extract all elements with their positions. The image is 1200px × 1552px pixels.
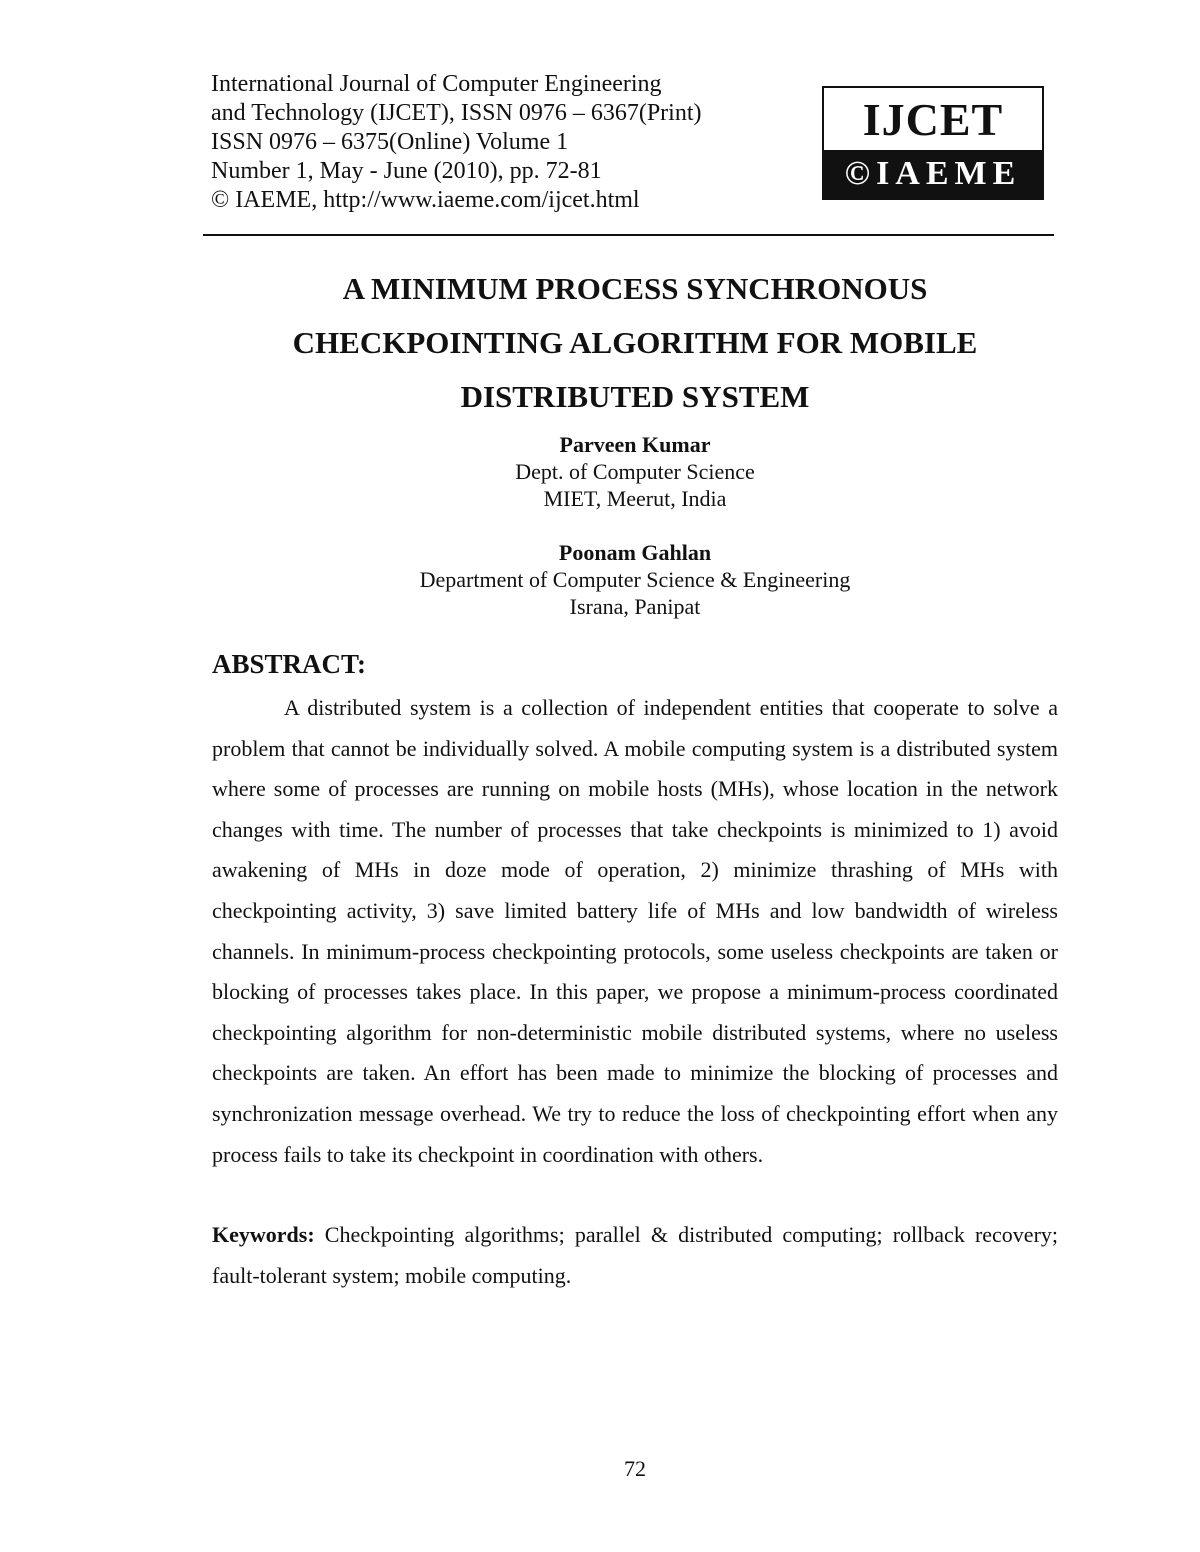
- logo-publisher: ©IAEME: [824, 150, 1042, 198]
- keywords: [212, 1215, 1058, 1296]
- author-block: [300, 431, 970, 512]
- author-affiliation-line: Department of Computer Science & Engineering: [419, 567, 851, 592]
- journal-logo: [822, 86, 1044, 200]
- author-block: [300, 539, 970, 620]
- journal-info-line: ISSN 0976 – 6375(Online) Volume 1: [211, 129, 569, 155]
- journal-info-line: and Technology (IJCET), ISSN 0976 – 6367(Print): [211, 100, 702, 126]
- abstract-heading: ABSTRACT:: [212, 649, 367, 679]
- author-affiliation-line: Israna, Panipat: [569, 594, 701, 619]
- journal-info-line: Number 1, May - June (2010), pp. 72-81: [211, 158, 602, 184]
- journal-info-line: International Journal of Computer Engineering: [211, 71, 662, 97]
- journal-info: [211, 70, 811, 215]
- keywords-text: Checkpointing algorithms; parallel & distributed computing; rollback recovery; fault-tolerant system; mobile computing.: [212, 1222, 1059, 1288]
- logo-title: IJCET: [862, 93, 1004, 145]
- author-name: Poonam Gahlan: [558, 540, 712, 565]
- title-line: CHECKPOINTING ALGORITHM FOR MOBILE: [292, 325, 978, 360]
- page-number: 72: [624, 1456, 646, 1481]
- title-line: A MINIMUM PROCESS SYNCHRONOUS: [342, 271, 928, 306]
- keywords-label: Keywords:: [212, 1222, 315, 1247]
- title-line: DISTRIBUTED SYSTEM: [460, 379, 810, 414]
- author-name: Parveen Kumar: [559, 432, 711, 457]
- abstract-text: A distributed system is a collection of independent entities that cooperate to solve a problem that cannot be individually solved. A mobile computing system is a distributed system where some of processes are running on mobile hosts (MHs), whose location in the network changes with time. The number of processes that take checkpoints is minimized to 1) avoid awakening of MHs in doze mode of operation, 2) minimize thrashing of MHs with checkpointing activity, 3) save limited battery life of MHs and low bandwidth of wireless channels. In minimum-process checkpointing protocols, some useless checkpoints are taken or blocking of processes takes place. In this paper, we propose a minimum-process coordinated checkpointing algorithm for non-deterministic mobile distributed systems, where no useless checkpoints are taken. An effort has been made to minimize the blocking of processes and synchronization message overhead. We try to reduce the loss of checkpointing effort when any process fails to take its checkpoint in coordination with others.: [212, 695, 1058, 1167]
- author-affiliation-line: MIET, Meerut, India: [543, 486, 727, 511]
- author-affiliation-line: Dept. of Computer Science: [515, 459, 755, 484]
- header-divider: [203, 234, 1054, 236]
- journal-info-line: © IAEME, http://www.iaeme.com/ijcet.html: [211, 187, 640, 213]
- paper-title: [200, 262, 1070, 424]
